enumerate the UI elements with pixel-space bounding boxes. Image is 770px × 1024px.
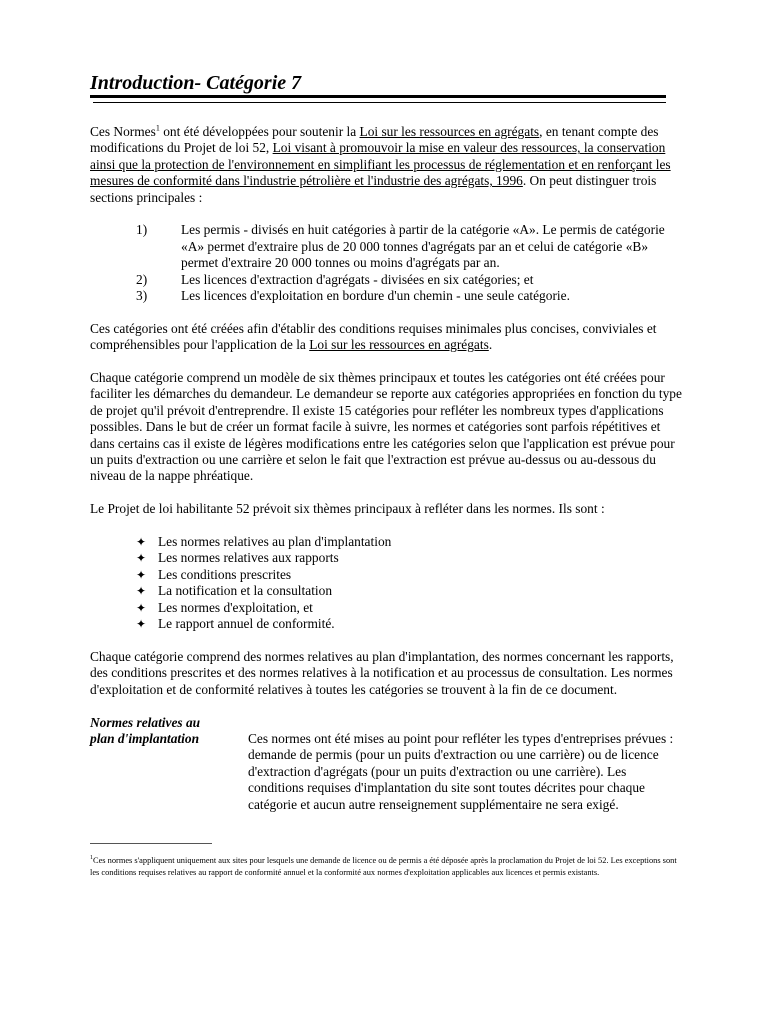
star-bullet-icon: ✦	[136, 551, 147, 566]
footnote-separator	[90, 843, 212, 844]
list-item-text: La notification et la consultation	[158, 583, 333, 599]
text-run: Ces Normes	[90, 124, 156, 139]
section-heading: Normes relatives au plan d'implantation	[90, 714, 201, 746]
text-run: .	[488, 337, 493, 353]
star-bullet-icon: ✦	[136, 600, 147, 615]
list-item	[90, 583, 682, 599]
star-bullet-icon: ✦	[136, 617, 147, 632]
law-title: Loi sur les ressources en agrégats	[309, 337, 489, 353]
star-bullet-icon: ✦	[136, 584, 147, 599]
star-bullet-icon: ✦	[136, 535, 147, 550]
text-run: Ces catégories ont été créées afin d'établir des conditions requises minimales plus concises, conviviales et compréhensibles pour l'application de la	[90, 320, 657, 353]
list-item-text: Les permis - divisés en huit catégories à partir de la catégorie «A». Le permis de catégorie «A» permet d'extraire plus de 20 000 tonnes d'agrégats par an et celui de catégorie «B» permet d'extraire 20 000 tonnes ou moins d'agrégats par an.	[181, 222, 665, 271]
list-item-text: Les conditions prescrites	[158, 566, 292, 582]
sections-list	[90, 222, 682, 304]
list-item-text: Les licences d'exploitation en bordure d'un chemin - une seule catégorie.	[181, 288, 570, 304]
list-item-text: Le rapport annuel de conformité.	[158, 616, 335, 632]
footnote-text: Ces normes s'appliquent uniquement aux sites pour lesquels une demande de licence ou de permis a été déposée après la proclamation du Projet de loi 52. Les exceptions sont les conditions requises relatives au rapport de conformité annuel et la conformité aux normes d'exploitation applicables aux licences et permis existants.	[90, 856, 677, 877]
list-number: 2)	[136, 271, 148, 287]
footnote-number: 1	[90, 855, 93, 862]
title-rule-thin	[93, 102, 666, 103]
bill-paragraph: Le Projet de loi habilitante 52 prévoit six thèmes principaux à refléter dans les normes. Ils sont :	[90, 501, 605, 517]
footnote	[90, 855, 680, 879]
text-run: . On peut distinguer trois sections principales :	[90, 173, 657, 205]
page-title: Introduction- Catégorie 7	[90, 72, 302, 94]
list-item-text: Les licences d'extraction d'agrégats - divisées en six catégories; et	[181, 271, 534, 287]
list-item	[90, 567, 682, 583]
list-item-text: Les normes relatives aux rapports	[158, 550, 339, 566]
law-title: Loi visant à promouvoir la mise en valeur des ressources, la conservation ainsi que la protection de l'environnement en simplifiant les processus de réglementation et en renforçant les mesures de conformité dans l'industrie pétrolière et l'industrie des agrégats, 1996	[90, 140, 671, 189]
categories-paragraph	[90, 321, 682, 354]
list-item-text: Les normes relatives au plan d'implantation	[158, 534, 392, 550]
list-item	[90, 534, 682, 550]
list-number: 1)	[136, 222, 148, 238]
law-title: Loi sur les ressources en agrégats	[359, 124, 540, 139]
themes-list	[90, 534, 682, 632]
star-bullet-icon: ✦	[136, 567, 147, 582]
footnote-ref: 1	[155, 123, 160, 133]
text-run: , en tenant compte des modifications du Projet de loi 52,	[90, 124, 659, 156]
section-text: Ces normes ont été mises au point pour refléter les types d'entreprises prévues : demande de permis (pour un puits d'extraction ou une carrière) ou de licence d'extraction d'agrégats (pour un puits d'extraction ou une carrière). Les conditions requises d'implantation du site sont toutes décrites pour chaque catégorie et aucun autre renseignement supplémentaire ne sera exigé.	[248, 730, 674, 812]
list-item	[90, 272, 682, 288]
themes-paragraph: Chaque catégorie comprend un modèle de six thèmes principaux et toutes les catégories ont été créées pour faciliter les démarches du demandeur. Le demandeur se reporte aux catégories appropriées en fonction du type de projet qu'il prévoit d'entreprendre. Il existe 15 catégories pour refléter les nombreux types d'applications possibles. Dans le but de créer un format facile à suivre, les normes et catégories sont parfois répétitives et dans certains cas il existe de légères modifications entre les catégories selon que l'application est prévue pour un puits d'extraction ou une carrière et selon le fait que l'extraction est prévue au-dessus ou au-dessous du niveau de la nappe phréatique.	[90, 370, 682, 484]
text-run: ont été développées pour soutenir la	[159, 124, 360, 139]
site-plan-section	[90, 715, 682, 813]
document-body	[90, 124, 682, 813]
list-number: 3)	[136, 288, 148, 304]
list-item-text: Les normes d'exploitation, et	[158, 599, 313, 615]
structure-paragraph: Chaque catégorie comprend des normes relatives au plan d'implantation, des normes concernant les rapports, des conditions prescrites et des normes relatives à la notification et au processus de consultation. Les normes d'exploitation et de conformité relatives à toutes les catégories se trouvent à la fin de ce document.	[90, 648, 674, 697]
list-item	[90, 600, 682, 616]
list-item	[90, 222, 682, 271]
list-item	[90, 550, 682, 566]
intro-paragraph	[90, 124, 682, 206]
list-item	[90, 288, 682, 304]
list-item	[90, 616, 682, 632]
title-rule-thick	[90, 95, 666, 98]
